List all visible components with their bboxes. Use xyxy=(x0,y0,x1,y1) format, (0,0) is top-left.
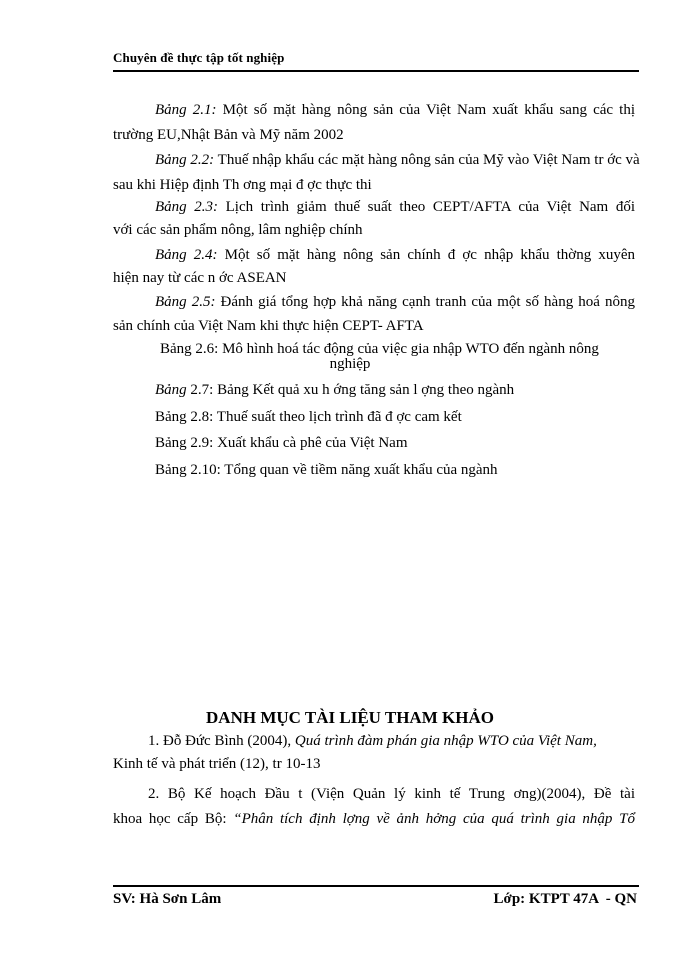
table-entry-2-3: Bảng 2.3: Lịch trình giảm thuế suất theo CEPT/AFTA của Việt Nam đối xyxy=(155,199,635,215)
table-entry-2-5-cont: sản chính của Việt Nam khi thực hiện CEPT- AFTA xyxy=(113,318,424,334)
table-entry-2-9: Bảng 2.9: Xuất khẩu cà phê của Việt Nam xyxy=(155,435,408,451)
reference-item-2: 2. Bộ Kế hoạch Đầu t (Viện Quản lý kinh tế Trung ơng)(2004), Đề tài xyxy=(148,786,635,802)
table-entry-2-10: Bảng 2.10: Tổng quan về tiềm năng xuất khẩu của ngành xyxy=(155,462,498,478)
footer-student: SV: Hà Sơn Lâm xyxy=(113,891,222,907)
reference-item-2-cont: khoa học cấp Bộ: “Phân tích định lợng về ảnh hởng của quá trình gia nhập Tổ xyxy=(113,811,635,827)
footer-class: Lớp: KTPT 47A - QN xyxy=(493,891,637,907)
table-entry-2-2-cont: sau khi Hiệp định Th ơng mại đ ợc thực thi xyxy=(113,177,372,193)
header-rule xyxy=(113,70,639,72)
table-entry-2-8: Bảng 2.8: Thuế suất theo lịch trình đã đ ợc cam kết xyxy=(155,409,462,425)
table-entry-2-7: Bảng 2.7: Bảng Kết quả xu h ớng tăng sản l ợng theo ngành xyxy=(155,382,515,398)
running-header: Chuyên đề thực tập tốt nghiệp xyxy=(113,50,285,65)
reference-item-1: 1. Đỗ Đức Bình (2004), Quá trình đàm phán gia nhập WTO của Việt Nam, xyxy=(148,733,597,749)
table-entry-2-4-cont: hiện nay từ các n ớc ASEAN xyxy=(113,270,287,286)
table-entry-2-1-cont: trường EU,Nhật Bản và Mỹ năm 2002 xyxy=(113,127,344,143)
reference-item-1-cont: Kinh tế và phát triển (12), tr 10-13 xyxy=(113,756,321,772)
table-entry-2-1: Bảng 2.1: Một số mặt hàng nông sản của Việt Nam xuất khẩu sang các thị xyxy=(155,102,635,118)
references-title: DANH MỤC TÀI LIỆU THAM KHẢO xyxy=(206,708,494,727)
table-entry-2-3-cont: với các sản phẩm nông, lâm nghiệp chính xyxy=(113,222,363,238)
table-entry-2-5: Bảng 2.5: Đánh giá tổng hợp khả năng cạnh tranh của một số hàng hoá nông xyxy=(155,294,635,310)
table-entry-2-4: Bảng 2.4: Một số mặt hàng nông sản chính đ ợc nhập khẩu thờng xuyên xyxy=(155,247,635,263)
footer-rule xyxy=(113,885,639,887)
table-entry-2-6-cont: nghiệp xyxy=(329,356,371,372)
table-entry-2-6: Bảng 2.6: Mô hình hoá tác động của việc gia nhập WTO đến ngành nông xyxy=(160,341,599,357)
table-entry-2-2: Bảng 2.2: Thuế nhập khẩu các mặt hàng nông sản của Mỹ vào Việt Nam tr ớc và xyxy=(155,152,640,168)
